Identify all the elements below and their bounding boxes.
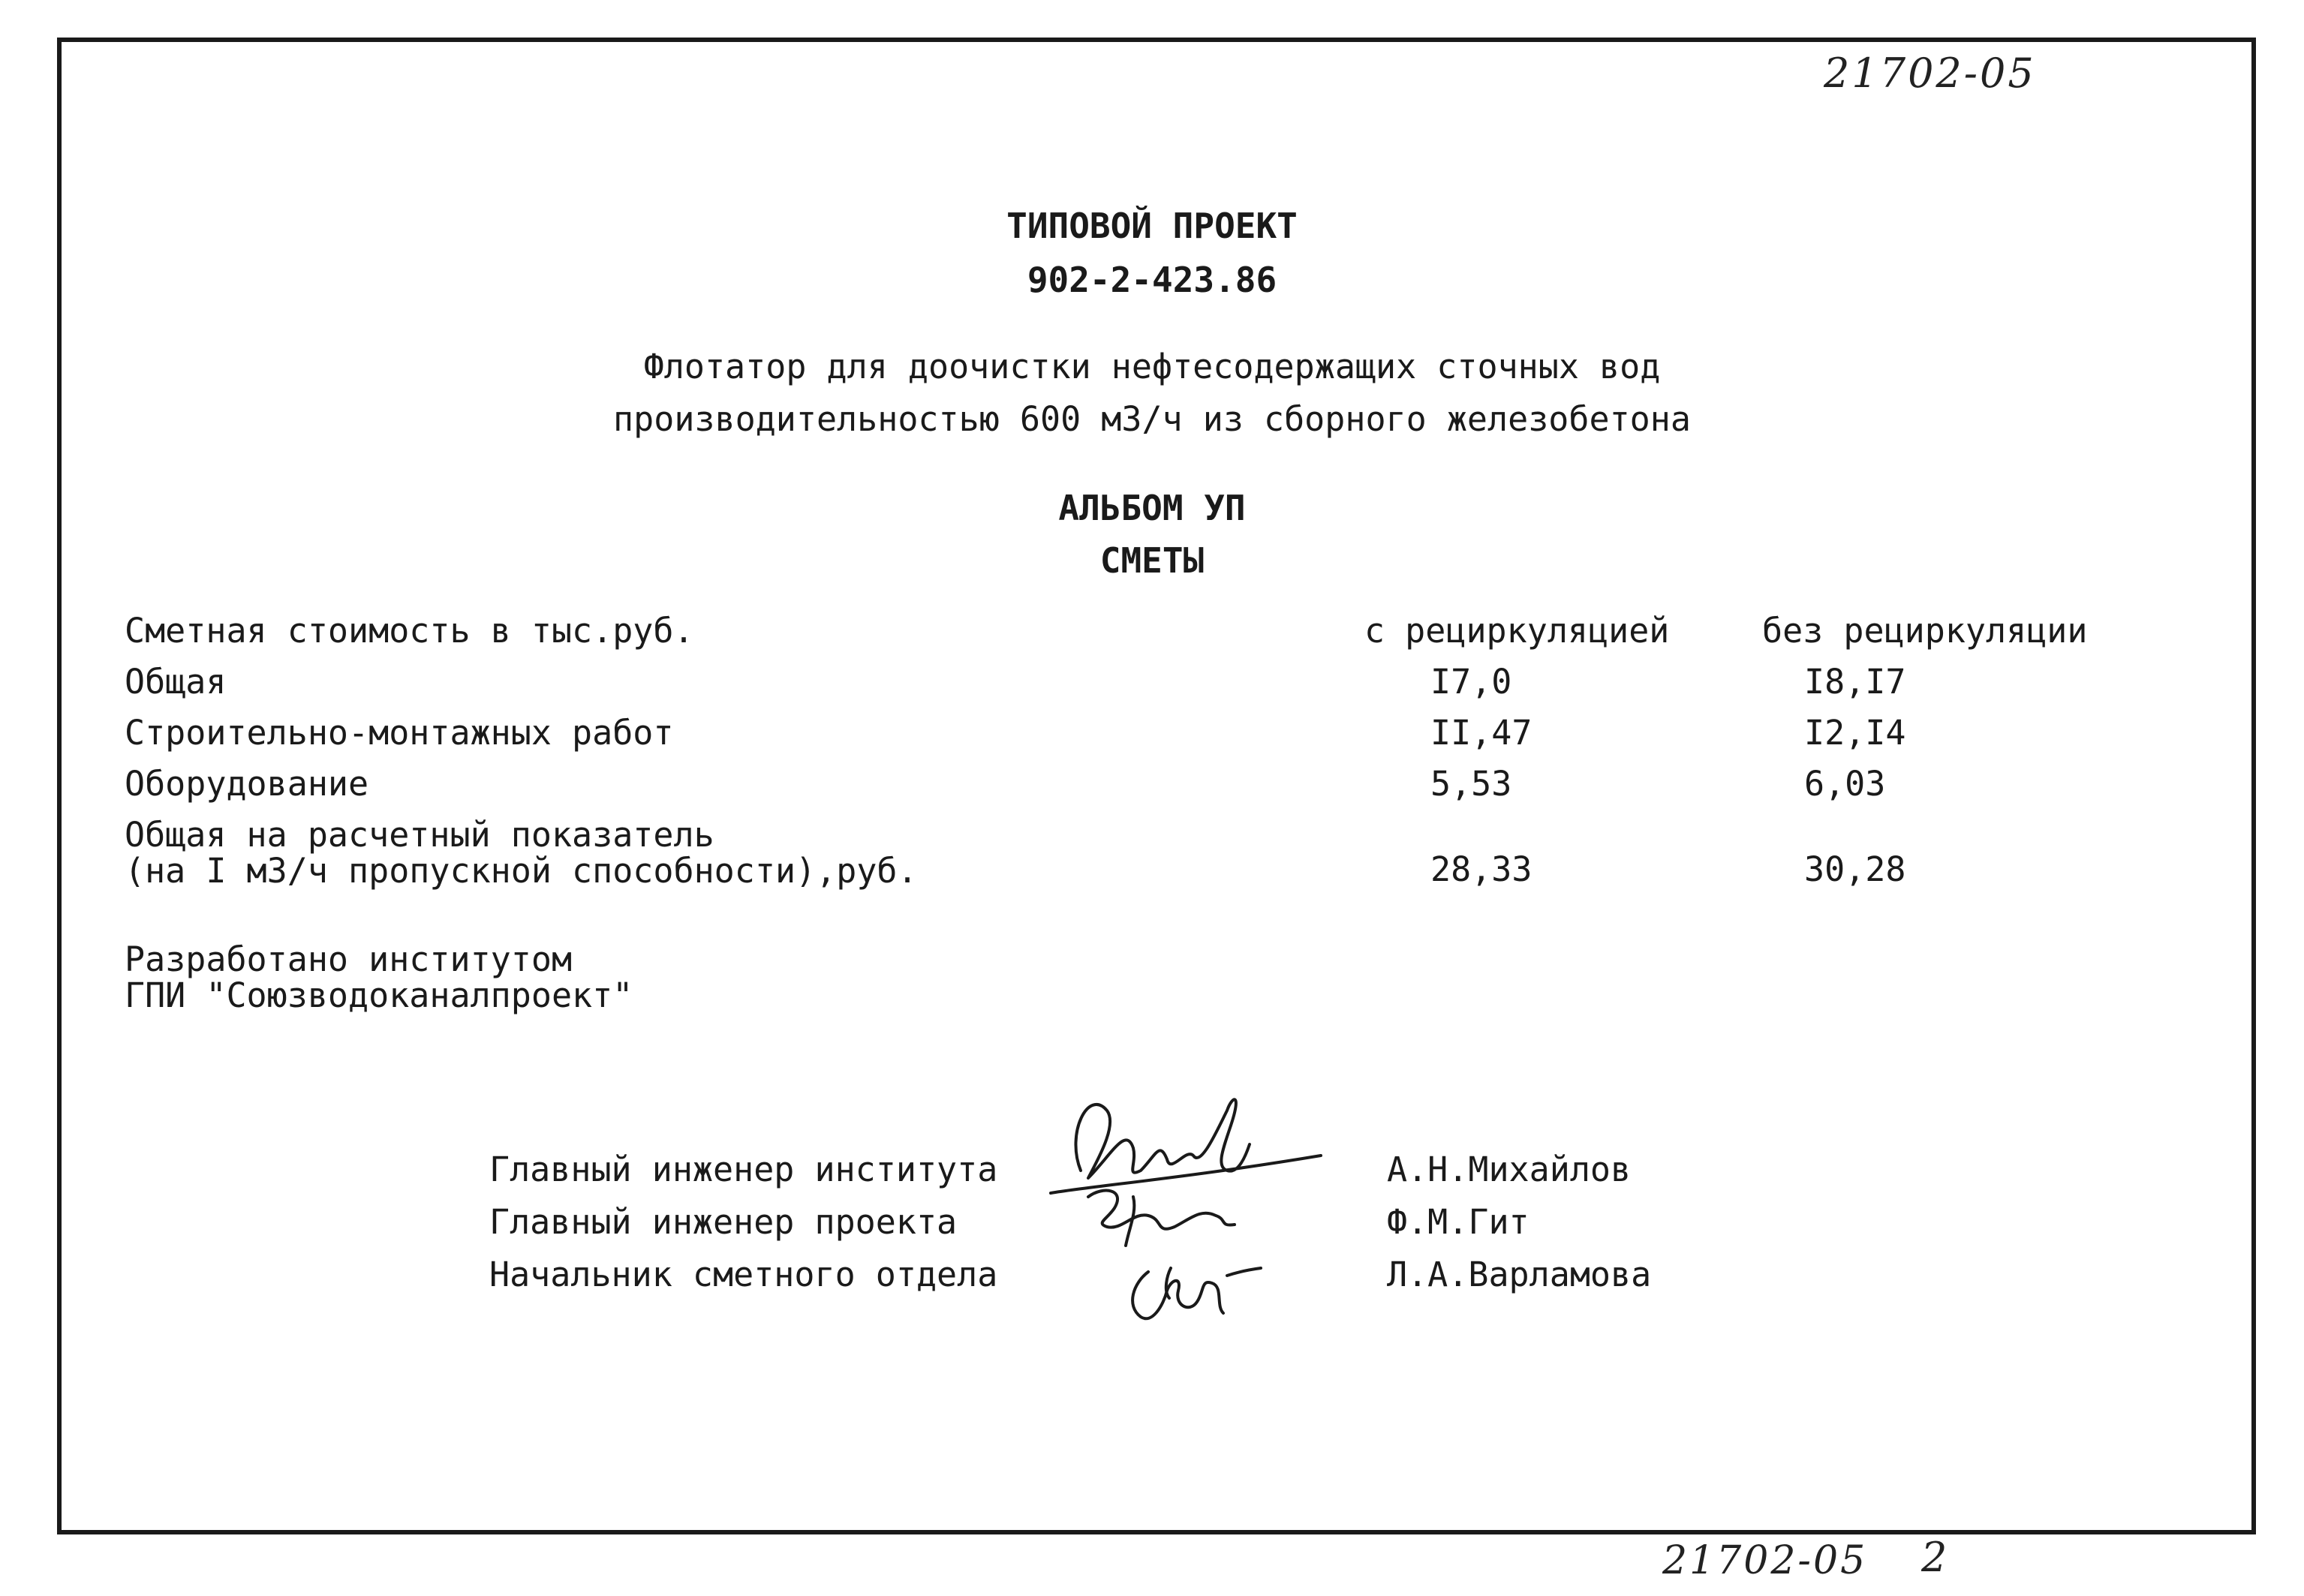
row-label: Строительно-монтажных работ — [125, 713, 674, 753]
value-with-recirculation: II,47 — [1430, 713, 1532, 753]
subject-line-1: Флотатор для доочистки нефтесодержащих сточных вод — [643, 347, 1661, 386]
row-label-line-2: (на I м3/ч пропускной способности),руб. — [125, 851, 918, 891]
value-with-recirculation: 28,33 — [1430, 849, 1532, 889]
signatory-position: Начальник сметного отдела — [489, 1255, 998, 1294]
document-code-top: 21702-05 — [1824, 50, 2036, 97]
value-with-recirculation: I7,0 — [1430, 662, 1512, 702]
value-without-recirculation: I2,I4 — [1804, 713, 1906, 753]
value-without-recirculation: 6,03 — [1804, 764, 1886, 804]
value-with-recirculation: 5,53 — [1430, 764, 1512, 804]
handwritten-signatures — [1036, 1066, 1351, 1336]
signatory-name: Ф.М.Гит — [1387, 1202, 1529, 1242]
signatory-name: Л.А.Варламова — [1387, 1255, 1652, 1294]
page-number: 2 — [1921, 1534, 1948, 1581]
project-number: 902-2-423.86 — [1027, 260, 1277, 300]
signatory-name: А.Н.Михайлов — [1387, 1150, 1632, 1189]
subject-line-2: производительностью 600 м3/ч из сборного железобетона — [613, 399, 1691, 439]
column-header-with-recirculation: с рециркуляцией — [1364, 611, 1670, 651]
value-without-recirculation: 30,28 — [1804, 849, 1906, 889]
album-title: СМЕТЫ — [1099, 540, 1205, 581]
value-without-recirculation: I8,I7 — [1804, 662, 1906, 702]
developer-line-2: ГПИ "Союзводоканалпроект" — [125, 975, 633, 1015]
column-header-without-recirculation: без рециркуляции — [1762, 611, 2088, 651]
cost-table-header: Сметная стоимость в тыс.руб. — [125, 611, 694, 651]
signatory-position: Главный инженер института — [489, 1150, 998, 1189]
document-code-bottom: 21702-05 — [1662, 1538, 1868, 1583]
row-label: Общая — [125, 662, 227, 702]
row-label: Оборудование — [125, 764, 369, 804]
album-number: АЛЬБОМ УП — [1058, 488, 1246, 528]
project-type: ТИПОВОЙ ПРОЕКТ — [1006, 206, 1298, 246]
developer-line-1: Разработано институтом — [125, 939, 573, 979]
signatory-position: Главный инженер проекта — [489, 1202, 958, 1242]
row-label-line-1: Общая на расчетный показатель — [125, 815, 714, 855]
